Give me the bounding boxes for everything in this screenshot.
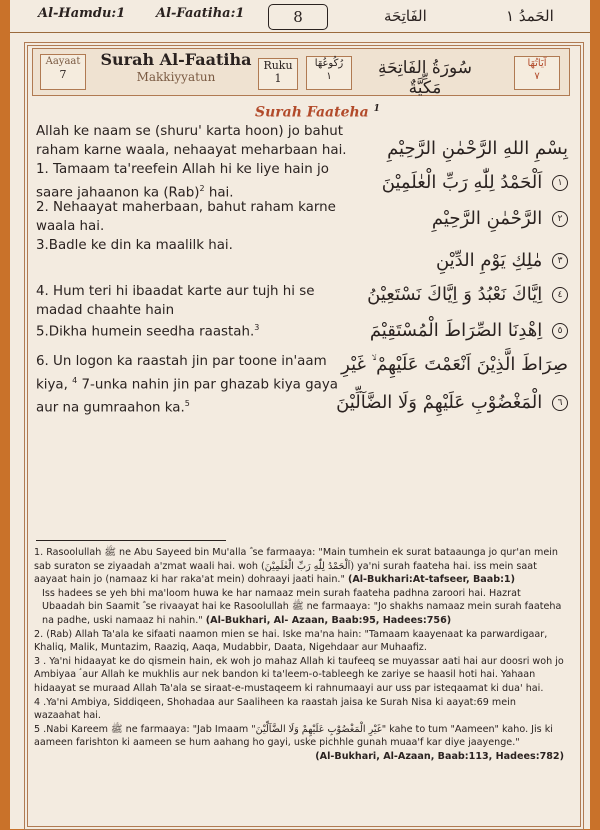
footnote-1a-text: 1. Rasoolullah ﷺ ne Abu Sayeed bin Mu'alla ؓ se farmaaya: "Main tumhein ek surat bataaunga jo qur'an mein sab suraton se ziyaadah a'zmat waali hai. woh (اَلْحَمْدُ لِلّٰهِ رَبِّ الْعٰلَمِيْنَ) ya'ni surah faateha hai. iss mein saat aayaat hain jo (namaaz ki har raka'at mein) dohraayi jaati hain." <box>34 547 558 586</box>
ruku-arabic-label: رُكُوعُهَا <box>314 58 344 69</box>
footnote-1a <box>34 546 564 587</box>
verse-1-arabic-text: اَلْحَمْدُ لِلّٰهِ رَبِّ الْعٰلَمِيْنَ <box>381 172 543 193</box>
verse-6-arabic-text-2: الْمَغْضُوْبِ عَلَيْهِمْ وَلَا الضَّآلِّيْنَ <box>336 392 543 413</box>
footnotes <box>34 546 564 764</box>
aayaat-count: 7 <box>59 68 67 81</box>
running-head-surah: Al-Faatiha:1 <box>156 6 245 21</box>
verse-arabic-1 <box>372 172 568 193</box>
ruku-arabic-count: ١ <box>326 71 332 82</box>
ruku-label: Ruku <box>263 59 293 72</box>
footnote-1b <box>34 587 564 628</box>
verse-translation-4: 4. Hum teri hi ibaadat karte aur tujh hi se madad chaahte hain <box>36 284 315 318</box>
surah-title: Surah Al-Faatiha <box>100 50 252 69</box>
verse-1-footnote: 2 <box>199 184 205 193</box>
verse-translation-1 <box>36 160 354 202</box>
aayaat-box <box>40 54 86 90</box>
aayaat-label: Aayaat <box>45 56 81 67</box>
footnote-5: 5 .Nabi Kareem ﷺ ne farmaaya: "Jab Imaam "غَيْرِ الْمَغْضُوْبِ عَلَيْهِمْ وَلَا الضَّآلِّيْنَ" kahe to tum "Aameen" kaho. Jis ki aameen farishton ki aameen se hum aahang ho gayi, uske pichhle gunah muaa'f kar diye jaayenge." <box>34 723 553 749</box>
verse-arabic-4 <box>367 284 568 305</box>
verse-6-text: 6. Un logon ka raastah jin par toone in'aam kiya, <box>36 354 327 393</box>
ayah-mark-1: ١ <box>552 175 568 191</box>
ruku-arabic-box <box>306 56 352 90</box>
ayah-mark-5: ٥ <box>552 323 568 339</box>
ruku-count: 1 <box>274 72 282 85</box>
verse-5-footnote: 3 <box>254 323 260 332</box>
footnote-divider <box>36 540 226 541</box>
verse-translation-6 <box>36 352 354 418</box>
verse-1-text-end: hai. <box>204 185 234 201</box>
footnote-4: 4 .Ya'ni Ambiya, Siddiqeen, Shohadaa aur Saaliheen ka raastah jaisa ke Surah Nisa ki aayat:69 mein wazaahat hai. <box>34 696 516 722</box>
surah-title-block <box>96 50 256 90</box>
section-title <box>255 104 380 121</box>
verse-arabic-bismillah: بِسْمِ اللهِ الرَّحْمٰنِ الرَّحِيْمِ <box>387 138 568 159</box>
verse-6-footnote: 4 <box>72 376 78 385</box>
verse-translation-bismillah: Allah ke naam se (shuru' karta hoon) jo bahut raham karne waala, nehaayat meharbaan hai. <box>36 124 347 158</box>
footnote-3: 3 . Ya'ni hidaayat ke do qismein hain, ek woh jo mahaz Allah ki taufeeq se muyassar aati hai aur doosri woh jo Ambiyaa ؑ aur Allah ke mukhlis aur nek bandon ki ta'leem-o-tableegh ke zariye se haasil hoti hai. Yahaan hidaayat se muraad Allah Ta'ala se siraat-e-mustaqeem ki rahnumaayi aur uss par isteqaamat ki dua' hai. <box>34 655 564 694</box>
ayah-mark-3: ٣ <box>552 253 568 269</box>
ayah-mark-4: ٤ <box>552 287 568 303</box>
verse-3-arabic-text: مٰلِكِ يَوْمِ الدِّيْنِ <box>435 250 543 271</box>
verse-4-arabic-text: اِيَّاكَ نَعْبُدُ وَ اِيَّاكَ نَسْتَعِيْنُ <box>367 284 543 305</box>
verse-translation-5 <box>36 318 354 341</box>
verse-translation-2: 2. Nehaayat maherbaan, bahut raham karne waala hai. <box>36 200 336 234</box>
section-footnote-mark: 1 <box>373 104 380 114</box>
footnote-2: 2. (Rab) Allah Ta'ala ke sifaati naamon mien se hai. Iske ma'na hain: "Tamaam kaayenaat ka parwardigaar, Khaliq, Malik, Muntazim, Raaziq, Aaqa, Mudabbir, Daata, Nigehdaar aur Muhaafiz. <box>34 628 548 654</box>
verse-2-arabic-text: الرَّحْمٰنِ الرَّحِيْمِ <box>431 208 543 229</box>
verse-arabic-6-line1: صِرَاطَ الَّذِيْنَ اَنْعَمْتَ عَلَيْهِمْ ۙ غَيْرِ <box>341 354 568 375</box>
aayaat-arabic-label: آيَاتُهَا <box>527 58 547 69</box>
verse-1-text: 1. Tamaam ta'reefein Allah hi ke liye hain jo saare jahaanon ka (Rab) <box>36 162 329 201</box>
verse-arabic-2 <box>372 208 568 229</box>
footnote-1b-text: Iss hadees se yeh bhi ma'loom huwa ke har namaaz mein surah faateha padhna zaroori hai. Hazrat Ubaadah bin Saamit ؓ se rivaayat hai ke Rasoolullah ﷺ ne farmaaya: "Jo shakhs namaaz mein surah faateha na padhe, uski namaaz hi nahin." <box>42 587 562 626</box>
running-head-arabic-surah: الفَاتِحَة <box>384 7 427 25</box>
aayaat-arabic-box <box>514 56 560 90</box>
page-number: 8 <box>268 4 328 30</box>
verse-arabic-6-line2 <box>336 392 568 413</box>
ruku-box <box>258 58 298 90</box>
verse-arabic-5 <box>369 320 568 341</box>
verse-7-text: 7-unka nahin jin par ghazab kiya gaya aur na gumraahon ka. <box>36 377 338 416</box>
running-head-arabic-part: الحَمدُ ١ <box>506 7 554 25</box>
verse-translation-3: 3.Badle ke din ka maalilk hai. <box>36 238 233 253</box>
surah-arabic-name: سُورَةُ الفَاتِحَةِ مَكِّيَّةٌ <box>377 58 473 98</box>
surah-type: Makkiyyatun <box>136 70 216 84</box>
verse-5-text: 5.Dikha humein seedha raastah. <box>36 324 255 340</box>
footnote-5-ref: (Al-Bukhari, Al-Azaan, Baab:113, Hadees:782) <box>315 750 564 762</box>
footnote-1b-ref: (Al-Bukhari, Al- Azaan, Baab:95, Hadees:756) <box>205 614 452 626</box>
verse-5-arabic-text: اِهْدِنَا الصِّرَاطَ الْمُسْتَقِيْمَ <box>369 320 543 341</box>
section-title-text: Surah Faateha <box>255 104 369 121</box>
verse-7-footnote: 5 <box>184 399 190 409</box>
ayah-mark-6: ٦ <box>552 395 568 411</box>
running-head <box>10 0 590 33</box>
ayah-mark-2: ٢ <box>552 211 568 227</box>
verse-arabic-3 <box>372 250 568 271</box>
footnote-1a-ref: (Al-Bukhari:At-tafseer, Baab:1) <box>347 574 515 586</box>
aayaat-arabic-count: ٧ <box>534 71 540 82</box>
running-head-part: Al-Hamdu:1 <box>38 6 126 21</box>
